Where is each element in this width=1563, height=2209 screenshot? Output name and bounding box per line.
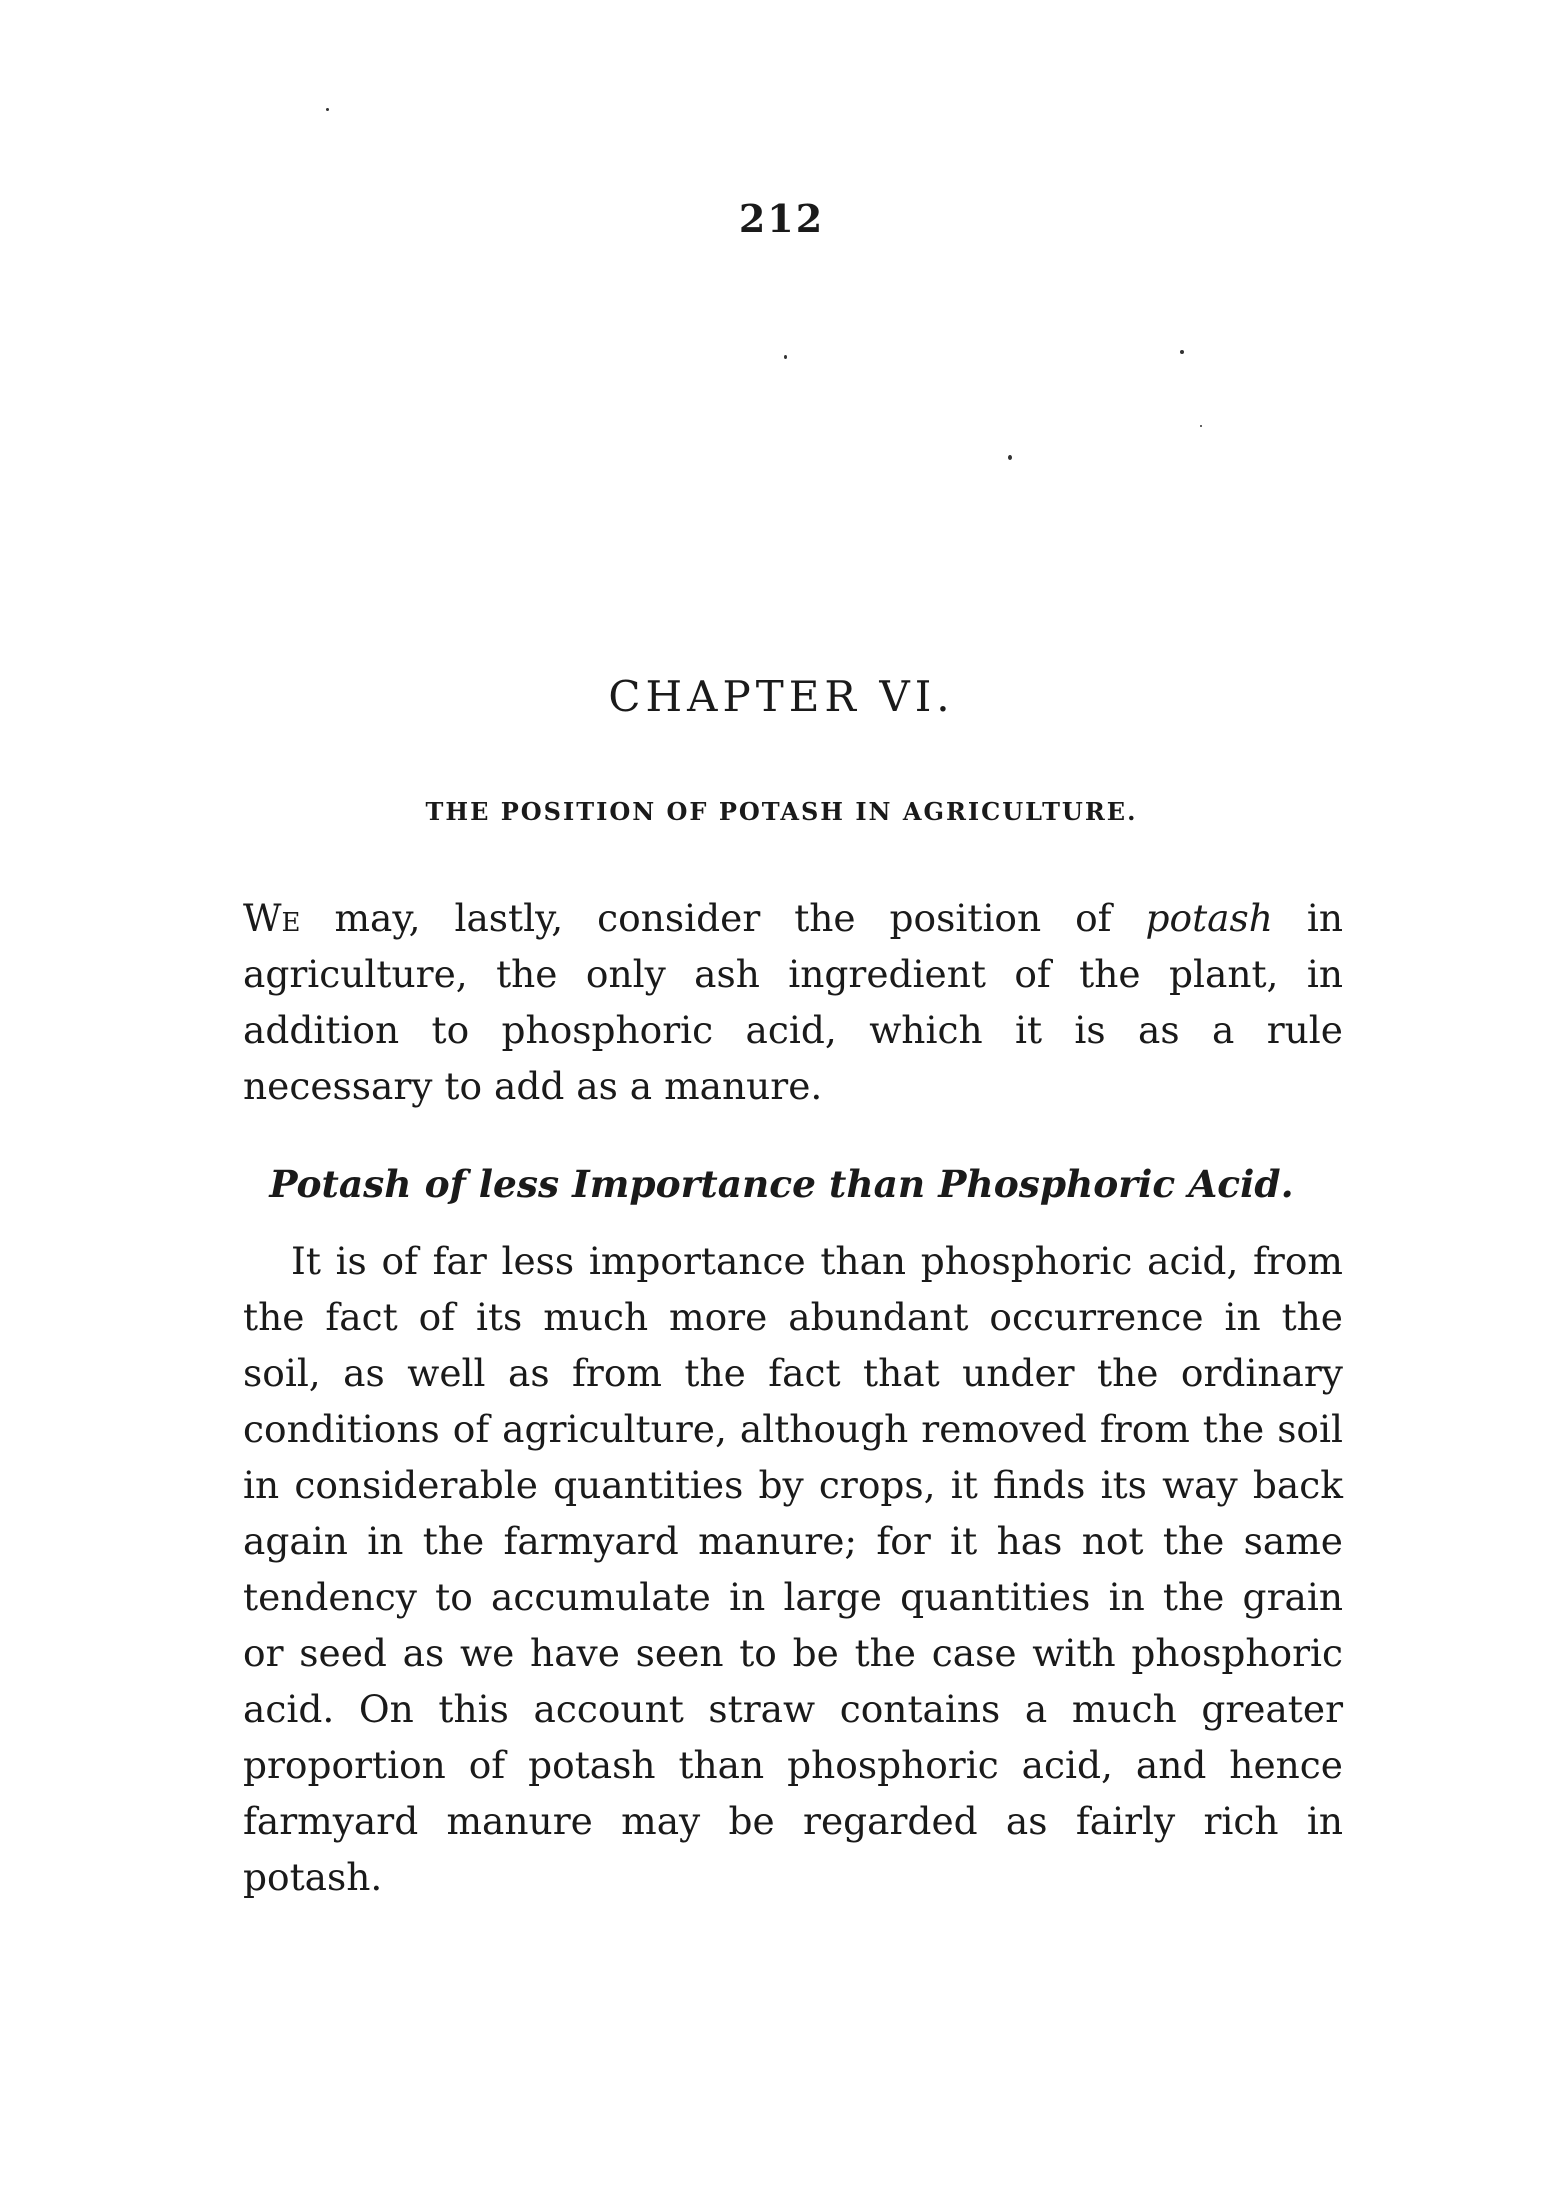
emphasized-word: potash [1145,896,1273,940]
print-speck [1200,425,1202,427]
paragraph-text: may, lastly, consider the position of [300,896,1146,940]
section-heading: Potash of less Importance than Phosphoric Acid. [269,1162,1294,1206]
chapter-heading: CHAPTER VI. [608,672,955,721]
page-number: 212 [738,196,825,241]
lead-word: We [243,896,301,940]
print-speck [1180,350,1184,354]
chapter-title: THE POSITION OF POTASH IN AGRICULTURE. [425,797,1138,826]
print-speck [784,355,787,359]
paragraph-text: in agriculture, the only ash ingredient of the plant, in addition to phosphoric acid, which it is as a rule necessary to add as a manure. [243,896,1343,1108]
body-paragraph: It is of far less importance than phosphoric acid, from the fact of its much more abundant occurrence in the soil, as well as from the fact that under the ordinary conditions of agriculture, although removed from the soil in considerable quantities by crops, it finds its way back again in the farmyard manure; for it has not the same tendency to accumulate in large quantities in the grain or seed as we have seen to be the case with phosphoric acid. On this account straw contains a much greater proportion of potash than phosphoric acid, and hence farmyard manure may be regarded as fairly rich in potash. [243,1239,1343,1899]
print-speck [326,108,329,111]
print-speck [1008,455,1012,460]
opening-paragraph [243,890,1343,1114]
